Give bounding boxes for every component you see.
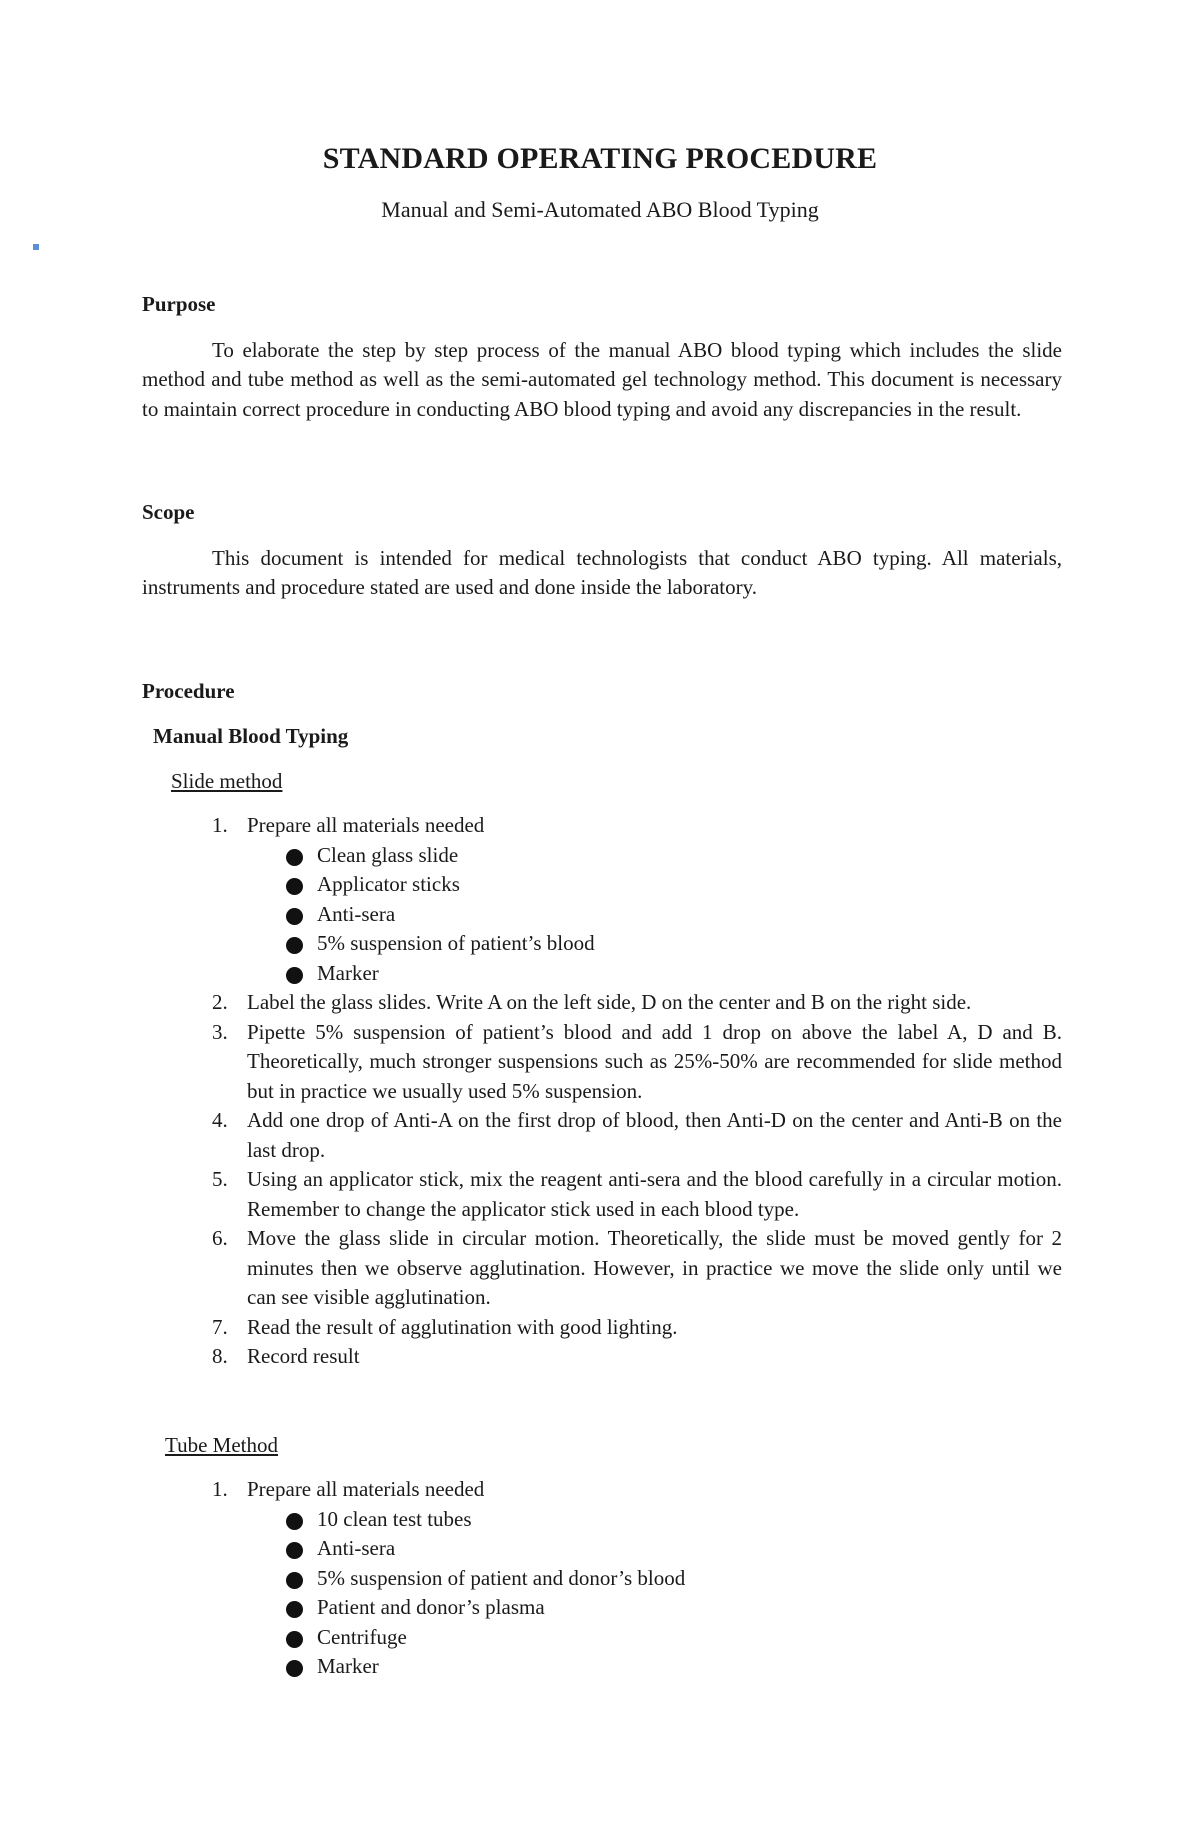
slide-method-steps-continued — [142, 988, 1062, 1372]
bullet-icon — [286, 1601, 303, 1618]
step-text: Prepare all materials needed — [247, 813, 485, 837]
step-number: 7. — [212, 1314, 228, 1339]
step-number: 6. — [212, 1226, 228, 1250]
tube-materials-list — [142, 1505, 1062, 1682]
manual-blood-typing-heading: Manual Blood Typing — [153, 724, 349, 748]
slide-step-2 — [142, 988, 1062, 1018]
slide-step-4 — [142, 1106, 1062, 1165]
purpose-heading: Purpose — [142, 292, 216, 316]
tube-method-steps — [142, 1475, 1062, 1505]
procedure-heading: Procedure — [142, 678, 235, 703]
step-number: 2. — [212, 990, 228, 1014]
step-text: Add one drop of Anti-A on the first drop of blood, then Anti-D on the center and Anti-B on the last drop. — [247, 1108, 1062, 1162]
step-number: 4. — [212, 1108, 228, 1132]
list-item: Marker — [142, 959, 1062, 989]
tube-step-1 — [142, 1475, 1062, 1505]
step-text: Pipette 5% suspension of patient’s blood and add 1 drop on above the label A, D and B. Theoretically, much stronger suspensions such as 25%-50% are recommended for slide method but in practice we usually used 5% suspension. — [247, 1019, 1062, 1103]
step-number: 1. — [212, 1477, 228, 1501]
list-item: 5% suspension of patient and donor’s blood — [142, 1564, 1062, 1594]
slide-method-label: Slide method — [171, 768, 283, 793]
slide-step-6 — [142, 1224, 1062, 1313]
bullet-icon — [286, 1572, 303, 1589]
bullet-icon — [286, 967, 303, 984]
step-number: 1. — [212, 813, 228, 837]
step-number: 5. — [212, 1167, 228, 1191]
bullet-icon — [286, 1631, 303, 1648]
tube-method-label: Tube Method — [165, 1432, 278, 1457]
scope-heading: Scope — [142, 500, 195, 524]
step-number: 3. — [212, 1019, 228, 1044]
slide-materials-list — [142, 841, 1062, 989]
slide-step-1 — [142, 811, 1062, 841]
list-item: Clean glass slide — [142, 841, 1062, 871]
slide-step-8 — [142, 1342, 1062, 1372]
bullet-icon — [286, 1542, 303, 1559]
list-item: Applicator sticks — [142, 870, 1062, 900]
bullet-icon — [286, 849, 303, 866]
list-item: Anti-sera — [142, 1534, 1062, 1564]
bullet-icon — [286, 878, 303, 895]
slide-step-3 — [142, 1018, 1062, 1107]
document-body — [142, 290, 1062, 1682]
list-item: Marker — [142, 1652, 1062, 1682]
list-item: 5% suspension of patient’s blood — [142, 929, 1062, 959]
bullet-icon — [286, 937, 303, 954]
document-title: STANDARD OPERATING PROCEDURE — [322, 142, 878, 175]
step-text: Label the glass slides. Write A on the left side, D on the center and B on the right side. — [247, 990, 972, 1014]
step-text: Read the result of agglutination with good lighting. — [247, 1314, 678, 1339]
step-text: Prepare all materials needed — [247, 1477, 485, 1501]
slide-step-7 — [142, 1313, 1062, 1343]
document-subtitle: Manual and Semi-Automated ABO Blood Typing — [381, 197, 819, 222]
purpose-text: To elaborate the step by step process of the manual ABO blood typing which includes the slide method and tube method as well as the semi-automated gel technology method. This document is necessary to maintain correct procedure in conducting ABO blood typing and avoid any discrepancies in the result. — [142, 337, 1062, 421]
list-item: Patient and donor’s plasma — [142, 1593, 1062, 1623]
scope-text: This document is intended for medical technologists that conduct ABO typing. All materials, instruments and procedure stated are used and done inside the laboratory. — [142, 545, 1062, 599]
step-number: 8. — [212, 1344, 228, 1368]
slide-step-5 — [142, 1165, 1062, 1224]
bullet-icon — [286, 1660, 303, 1677]
bullet-icon — [286, 1513, 303, 1530]
step-text: Record result — [247, 1344, 360, 1368]
list-item: 10 clean test tubes — [142, 1505, 1062, 1535]
step-text: Using an applicator stick, mix the reagent anti-sera and the blood carefully in a circular motion. Remember to change the applicator stick used in each blood type. — [247, 1167, 1062, 1221]
list-item: Centrifuge — [142, 1623, 1062, 1653]
corner-marker — [33, 244, 39, 250]
slide-method-steps — [142, 811, 1062, 841]
list-item: Anti-sera — [142, 900, 1062, 930]
step-text: Move the glass slide in circular motion. Theoretically, the slide must be moved gently for 2 minutes then we observe agglutination. However, in practice we move the slide only until we can see visible agglutination. — [247, 1226, 1062, 1309]
bullet-icon — [286, 908, 303, 925]
